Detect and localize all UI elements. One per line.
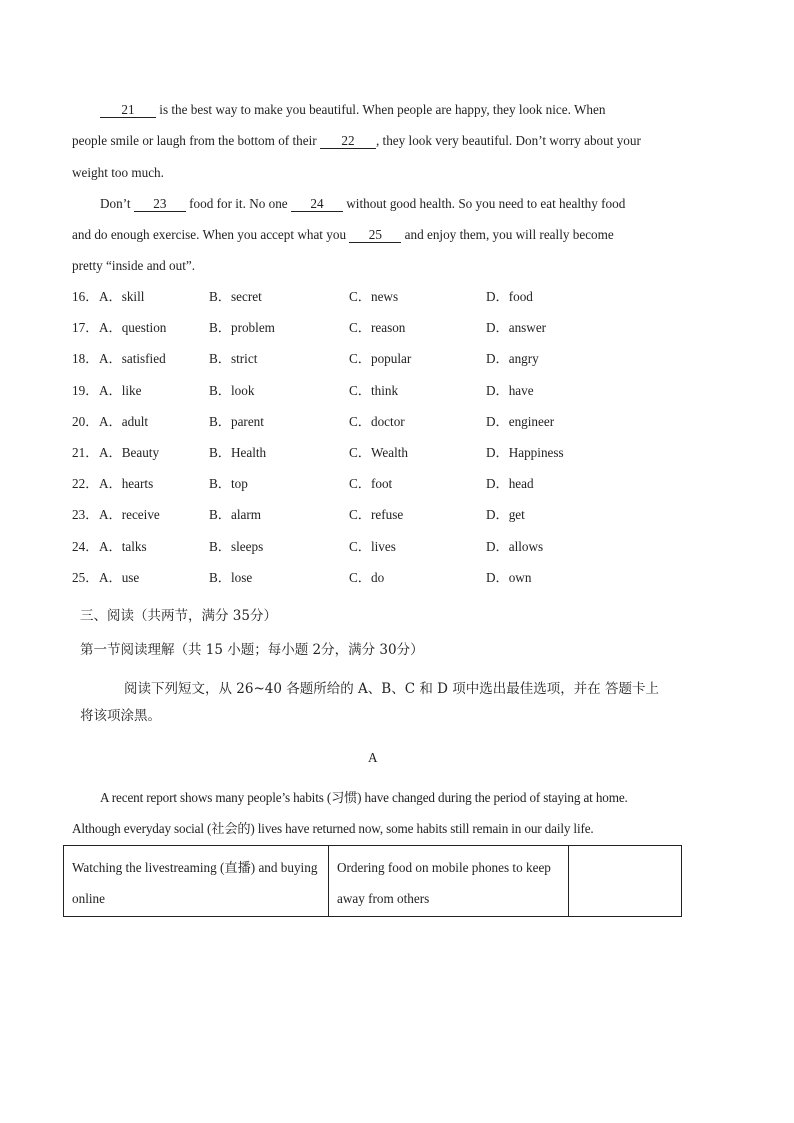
cloze-text: weight too much. (72, 165, 164, 180)
section-heading: 三、阅读（共两节，满分 35分） (80, 608, 277, 624)
option-d: D．get (486, 507, 525, 523)
option-d: D．Happiness (486, 445, 564, 460)
cloze-text: Don’t (100, 196, 131, 211)
option-c: C．popular (349, 351, 412, 367)
cloze-line-2 (72, 132, 641, 150)
passage-line-2: Although everyday social (社会的) lives have returned now, some habits still remain in our daily life. (72, 821, 594, 836)
option-c: C．doctor (349, 413, 405, 429)
table-cell (569, 846, 682, 917)
cloze-text: and enjoy them, you will really become (404, 227, 614, 242)
passage-line-1: A recent report shows many people’s habits (习惯) have changed during the period of staying at home. (100, 790, 628, 805)
question-number: 19． (72, 382, 99, 398)
question-row (72, 382, 692, 400)
cloze-text: and do enough exercise. When you accept what you (72, 227, 347, 242)
option-d: D．head (486, 476, 534, 492)
question-row (72, 319, 692, 337)
option-b: B．alarm (209, 507, 262, 523)
option-a: A．adult (99, 413, 149, 429)
option-b: B．sleeps (209, 538, 264, 554)
passage-label: A (368, 750, 378, 765)
option-a: A．receive (99, 507, 160, 523)
question-number: 22． (72, 476, 99, 492)
option-b: B．strict (209, 351, 258, 367)
table-cell: Watching the livestreaming (直播) and buying online (64, 846, 329, 917)
cloze-text: , they look very beautiful. Don’t worry about your (375, 133, 641, 148)
habits-table (63, 845, 682, 917)
question-number: 17． (72, 320, 99, 336)
instruction-line-2: 将该项涂黑。 (80, 708, 161, 724)
cloze-line-1 (100, 101, 605, 119)
option-c: C．foot (349, 476, 393, 492)
question-number: 16． (72, 289, 99, 304)
cloze-line-4 (100, 195, 625, 213)
question-number: 21． (72, 445, 99, 460)
question-row (72, 538, 692, 556)
option-b: B．Health (209, 445, 267, 460)
instruction-line-1: 阅读下列短文，从 26~40 各题所给的 A、B、C 和 D 项中选出最佳选项，并在 答题卡上 (124, 681, 660, 697)
option-c: C．do (349, 569, 385, 585)
cloze-text: pretty “inside and out”. (72, 258, 196, 273)
section-subheading: 第一节阅读理解（共 15 小题；每小题 2分，满分 30分） (80, 642, 424, 658)
option-a: A．satisfied (99, 351, 166, 367)
question-row (72, 475, 692, 493)
table-cell: Ordering food on mobile phones to keep away from others (329, 846, 569, 917)
question-number: 24． (72, 538, 99, 554)
option-d: D．have (486, 382, 534, 398)
option-a: A．skill (99, 289, 145, 304)
option-b: B．parent (209, 413, 264, 429)
option-d: D．food (486, 289, 533, 304)
question-row (72, 569, 692, 587)
option-c: C．think (349, 382, 399, 398)
blank-22: 22 (320, 134, 376, 149)
cloze-text: is the best way to make you beautiful. When people are happy, they look nice. When (159, 102, 606, 117)
question-number: 18． (72, 351, 99, 367)
option-d: D．answer (486, 320, 547, 336)
option-b: B．lose (209, 569, 253, 585)
option-a: A．talks (99, 538, 147, 554)
cloze-text: people smile or laugh from the bottom of their (72, 133, 317, 148)
option-d: D．engineer (486, 413, 555, 429)
option-c: C．lives (349, 538, 396, 554)
table-row (64, 846, 682, 917)
option-d: D．angry (486, 351, 539, 367)
cloze-line-3 (72, 164, 164, 182)
blank-24: 24 (291, 197, 343, 212)
question-number: 23． (72, 507, 99, 523)
option-c: C．news (349, 289, 399, 304)
question-row (72, 506, 692, 524)
blank-23: 23 (134, 197, 186, 212)
blank-25: 25 (349, 228, 401, 243)
option-b: B．secret (209, 289, 262, 304)
cloze-line-5 (72, 226, 614, 244)
option-c: C．reason (349, 320, 406, 336)
question-number: 25． (72, 569, 99, 585)
option-b: B．look (209, 382, 255, 398)
question-number: 20． (72, 413, 99, 429)
blank-21: 21 (100, 103, 156, 118)
cloze-text: without good health. So you need to eat healthy food (346, 196, 626, 211)
option-b: B．top (209, 476, 248, 492)
question-row (72, 444, 692, 462)
option-a: A．like (99, 382, 142, 398)
option-a: A．Beauty (99, 445, 160, 460)
option-a: A．question (99, 320, 167, 336)
option-d: D．own (486, 569, 532, 585)
question-row (72, 413, 692, 431)
option-b: B．problem (209, 320, 275, 336)
cloze-text: food for it. No one (189, 196, 288, 211)
question-row (72, 288, 692, 306)
option-c: C．Wealth (349, 445, 409, 460)
option-c: C．refuse (349, 507, 404, 523)
cloze-line-6 (72, 257, 195, 275)
question-row (72, 350, 692, 368)
option-d: D．allows (486, 538, 544, 554)
option-a: A．hearts (99, 476, 154, 492)
option-a: A．use (99, 569, 140, 585)
